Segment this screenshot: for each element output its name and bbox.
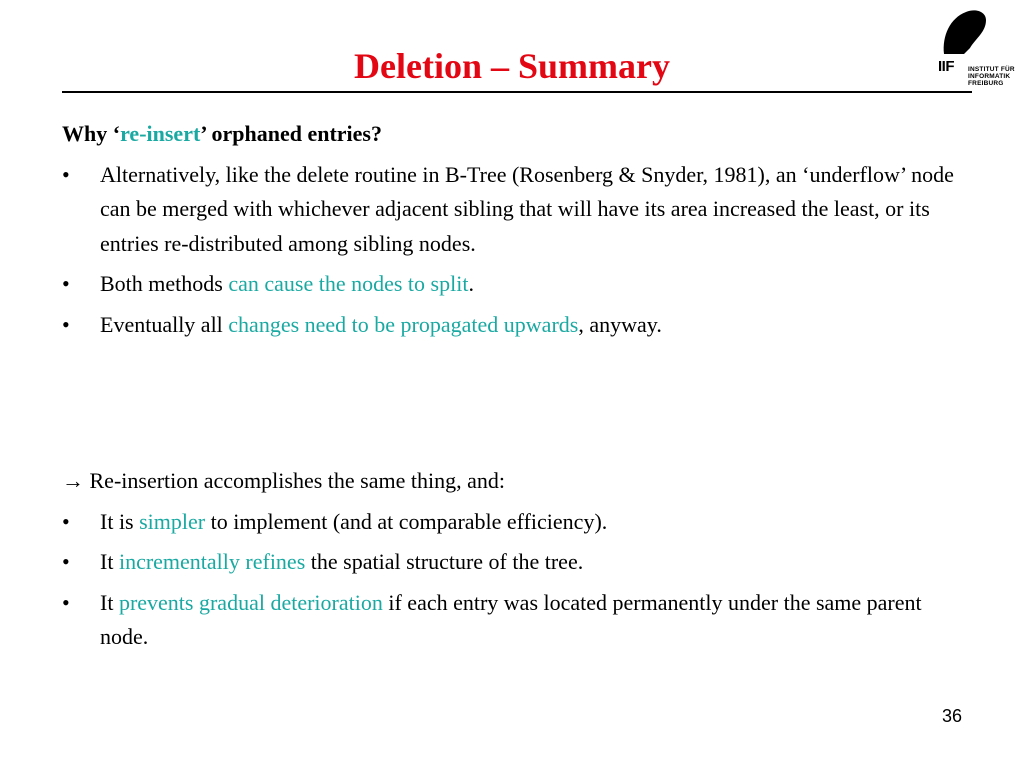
bullet-text-post: , anyway. [578, 311, 662, 337]
bullet-highlight: simpler [139, 508, 206, 534]
bullet-text-post: if each entry was located permanently under the same parent node. [100, 589, 922, 649]
bullet-text-pre: It [100, 549, 119, 574]
heading-highlight: re-insert [120, 121, 201, 146]
bullet-text-pre: It is [100, 508, 140, 534]
bullet-highlight: changes need to be propagated upwards [228, 311, 579, 337]
logo-line-1: INSTITUT FÜR [968, 66, 1015, 73]
conclusion-line [62, 464, 962, 499]
bullet-text: Alternatively, like the delete routine in B-Tree (Rosenberg & Snyder, 1981), an ‘underflow’ node can be merged with whichever adjacent sibling that will have its area increased the least, or its entries re-distributed among sibling nodes. [100, 161, 954, 256]
list-item [62, 267, 962, 302]
list-item [62, 158, 962, 262]
bullet-highlight: prevents gradual deterioration [118, 589, 383, 615]
bullet-text-post: . [468, 271, 474, 296]
iif-logo [936, 8, 1020, 92]
logo-line-2: INFORMATIK [968, 73, 1011, 80]
bullet-icon: • [62, 589, 70, 615]
bullet-list-2 [62, 505, 962, 655]
bullet-list-1 [62, 158, 962, 343]
bullet-text-post: the spatial structure of the tree. [305, 549, 584, 574]
bullet-highlight: incrementally refines [118, 549, 306, 574]
logo-acronym: IIF [938, 58, 954, 75]
logo-institute-text [968, 66, 1015, 87]
bullet-text-pre: Both methods [100, 271, 229, 296]
bullet-icon: • [62, 161, 70, 187]
section-reinsertion-benefits [62, 464, 962, 661]
heading-post: ’ orphaned entries? [200, 121, 382, 146]
list-item [62, 308, 962, 343]
list-item [62, 505, 962, 540]
list-item [62, 545, 962, 580]
slide-title: Deletion – Summary [354, 46, 670, 86]
bullet-text-pre: It [100, 589, 119, 615]
bullet-highlight: can cause the nodes to split [228, 271, 469, 296]
conclusion-text: Re-insertion accomplishes the same thing, and: [84, 468, 505, 493]
bullet-text-pre: Eventually all [100, 311, 229, 337]
right-arrow-icon: → [62, 468, 84, 493]
section-why-reinsert [62, 117, 962, 348]
bullet-icon: • [62, 271, 70, 296]
bullet-text-post: to implement (and at comparable efficiency). [205, 508, 608, 534]
bullet-icon: • [62, 549, 70, 574]
list-item [62, 586, 962, 655]
bullet-icon: • [62, 311, 70, 337]
page-number: 36 [941, 706, 962, 726]
title-divider [62, 91, 972, 93]
logo-line-3: FREIBURG [968, 80, 1004, 87]
heading-pre: Why ‘ [62, 121, 121, 146]
bullet-icon: • [62, 508, 70, 534]
section-heading [62, 117, 962, 152]
